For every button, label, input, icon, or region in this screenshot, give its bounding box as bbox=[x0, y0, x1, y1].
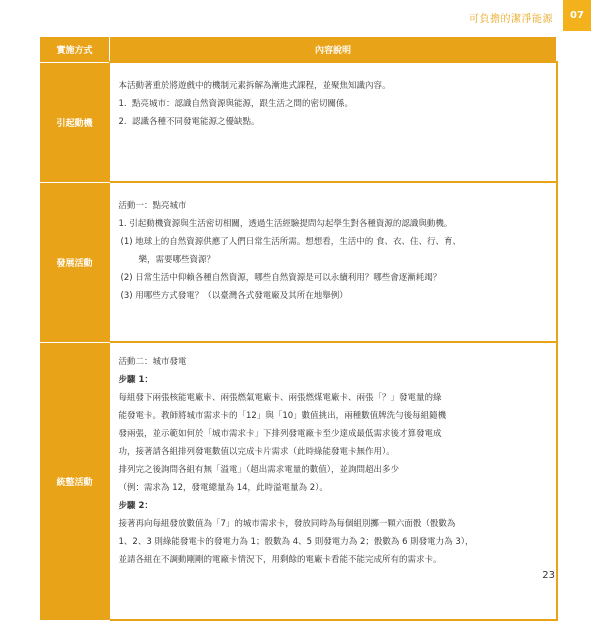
column-header-method: 實施方式 bbox=[40, 37, 110, 63]
step-heading: 步驟 2： bbox=[118, 501, 153, 511]
content-line: （例：需求為 12，發電總量為 14，此時溢電量為 2）。 bbox=[118, 483, 328, 493]
table-row-motivation bbox=[40, 62, 557, 182]
column-header-description: 內容說明 bbox=[110, 37, 557, 63]
row-label: 引起動機 bbox=[40, 62, 110, 182]
content-line: 1、2、3 則綠能發電卡的發電力為 1；骰數為 4、5 則發電力為 2；骰數為 6 則發電力為 3）， bbox=[118, 537, 474, 547]
content-line: 功，接著請各組排列發電數值以完成卡片需求（此時綠能發電卡無作用）。 bbox=[118, 447, 395, 457]
row-content bbox=[110, 342, 557, 620]
row-content bbox=[110, 62, 557, 182]
content-line: (2) 日常生活中仰賴各種自然資源，哪些自然資源是可以永續利用？哪些會逐漸耗竭？ bbox=[120, 273, 442, 283]
chapter-tab: 07 bbox=[563, 0, 591, 31]
step-heading: 步驟 1： bbox=[118, 375, 153, 385]
content-line: (3) 用哪些方式發電？（以臺灣各式發電廠及其所在地舉例） bbox=[120, 291, 348, 301]
content-line: 樂，需要哪些資源？ bbox=[138, 255, 216, 265]
content-line: 每組發下兩張核能電廠卡、兩張燃氣電廠卡、兩張燃煤電廠卡、兩張「？」發電量的綠 bbox=[118, 393, 442, 403]
chapter-title: 可負擔的潔淨能源 bbox=[469, 14, 553, 25]
row-label: 發展活動 bbox=[40, 182, 110, 342]
content-line: 能發電卡。教師將城市需求卡的「12」與「10」數值挑出，兩種數值牌洗勻後每組隨機 bbox=[118, 411, 447, 421]
table-header-row bbox=[40, 37, 557, 63]
content-line: 活動一：點亮城市 bbox=[118, 201, 187, 211]
row-label: 統整活動 bbox=[40, 342, 110, 620]
table-row-integration bbox=[40, 342, 557, 620]
content-line: 排列完之後詢問各組有無「溢電」（超出需求電量的數值），並詢問超出多少 bbox=[118, 465, 400, 475]
table-row-development bbox=[40, 182, 557, 342]
content-line: 1. 點亮城市：認識自然資源與能源，跟生活之間的密切關係。 bbox=[118, 99, 354, 109]
lesson-table bbox=[39, 36, 558, 621]
content-line: 本活動著重於將遊戲中的機制元素拆解為漸進式課程，並聚焦知識內容。 bbox=[118, 81, 391, 91]
row-content bbox=[110, 182, 557, 342]
content-line: 2. 認識各種不同發電能源之優缺點。 bbox=[118, 117, 260, 127]
content-line: 1. 引起動機資源與生活密切相關，透過生活經驗提問勾起學生對各種資源的認識與動機。 bbox=[118, 219, 453, 229]
content-line: 並請各組在不調動剛剛的電廠卡情況下，用剩餘的電廠卡看能不能完成所有的需求卡。 bbox=[118, 555, 442, 565]
content-line: 接著再向每組發放數值為「7」的城市需求卡，發放同時為每個組別擲一顆六面骰（骰數為 bbox=[118, 519, 456, 529]
content-line: 活動二：城市發電 bbox=[118, 357, 187, 367]
page-number: 23 bbox=[542, 570, 555, 581]
content-line: (1) 地球上的自然資源供應了人們日常生活所需。想想看，生活中的 食、衣、住、行、育、 bbox=[120, 237, 461, 247]
content-line: 發兩張，並示範如何於「城市需求卡」下排列發電廠卡至少達成最低需求後才算發電成 bbox=[118, 429, 442, 439]
